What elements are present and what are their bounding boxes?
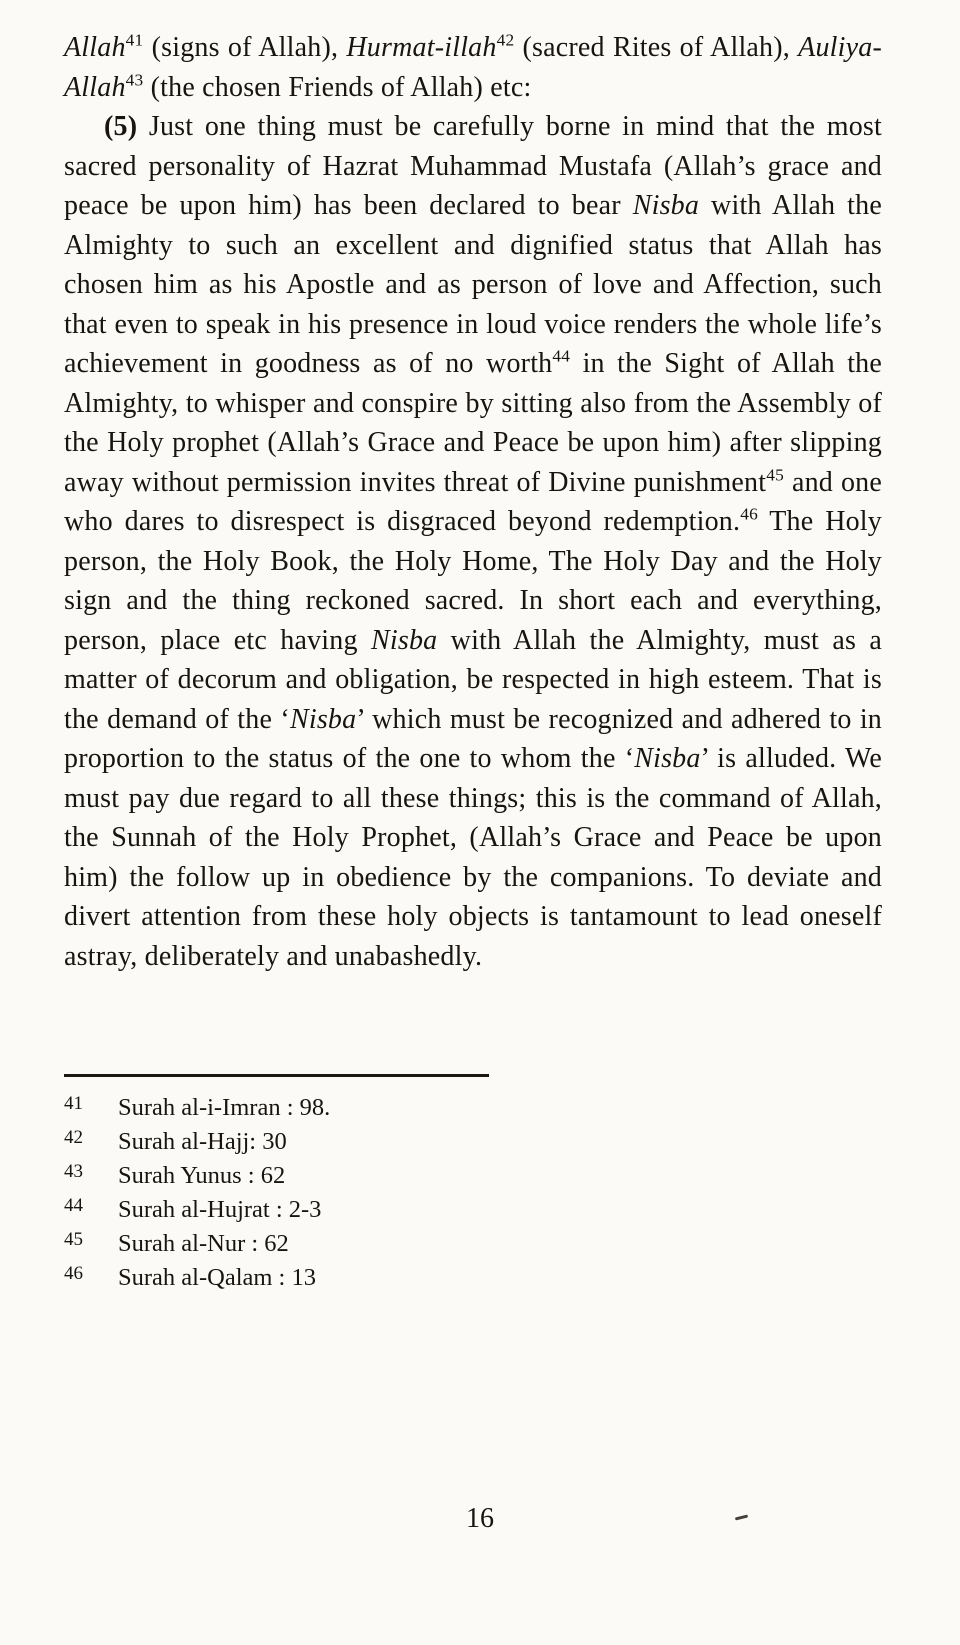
footnote-section	[64, 1074, 882, 1295]
body-text: in the Sight of Allah the Almighty, to whisper and conspire by sitting also from the Assembly of the Holy prophet (Allah’s Grace and Peace be upon him) after slipping away without permission invites threat of Divine punishment	[64, 348, 882, 498]
footnote-reference: 41	[125, 30, 144, 50]
body-text: ’ is alluded. We must pay due regard to all these things; this is the command of Allah, the Sunnah of the Holy Prophet, (Allah’s Grace and Peace be upon him) the follow up in obedience by the companions. To deviate and divert attention from these holy objects is tantamount to lead oneself astray, deliberately and unabashedly.	[64, 743, 882, 972]
italic-term: Nisba	[634, 743, 701, 774]
italic-term: Hurmat-illah	[346, 32, 497, 63]
italic-term: Nisba	[371, 624, 438, 656]
paragraph	[64, 28, 882, 107]
footnote-item: 43 Surah Yunus : 62	[64, 1161, 286, 1189]
bold-text: (5)	[104, 111, 138, 142]
footnote-item: 45 Surah al-Nur : 62	[64, 1229, 289, 1257]
body-paragraphs	[64, 28, 882, 976]
footnote-text: Surah al-Hujrat : 2-3	[118, 1196, 322, 1223]
body-text: Just one thing must be carefully borne in mind that the most sacred personality of Hazrat Muhammad Mustafa (Allah’s grace and peace be upon him) has been declared to bear	[64, 111, 882, 221]
footnote-divider	[64, 1074, 489, 1077]
body-text: ’ which must be recognized and adhered to in proportion to the status of the one to whom the ‘	[64, 703, 883, 774]
footnote-reference: 45	[766, 465, 784, 485]
body-text: The Holy person, the Holy Book, the Holy Home, The Holy Day and the Holy sign and the thing reckoned sacred. In short each and everything, person, place etc having	[64, 506, 882, 656]
paragraph	[64, 107, 882, 976]
page-number: 16	[466, 1503, 494, 1534]
body-text: and one who dares to disrespect is disgraced beyond redemption.	[64, 466, 882, 537]
footnotes-list	[64, 1091, 882, 1295]
body-text: (the chosen Friends of Allah) etc:	[143, 71, 532, 103]
footnote-reference: 42	[496, 30, 515, 50]
footnote-item: 46 Surah al-Qalam : 13	[64, 1263, 316, 1291]
footnote-item: 41 Surah al-i-Imran : 98.	[64, 1093, 331, 1121]
italic-term: Nisba	[289, 703, 357, 735]
footnote-item: 42 Surah al-Hajj: 30	[64, 1127, 287, 1155]
footnote-text: Surah al-i-Imran : 98.	[118, 1094, 331, 1121]
footnote-text: Surah al-Hajj: 30	[118, 1128, 287, 1155]
body-text: with Allah the Almighty to such an excellent and dignified status that Allah has chosen him as his Apostle and as person of love and Affection, such that even to speak in his presence in loud voice renders the whole life’s achievement in goodness as of no worth	[64, 190, 882, 379]
body-text: (signs of Allah),	[143, 32, 347, 63]
footnote-reference: 46	[740, 504, 758, 524]
italic-term: Allah	[64, 32, 126, 63]
footnote-text: Surah al-Qalam : 13	[118, 1264, 316, 1291]
footnote-reference: 44	[552, 346, 571, 366]
footnote-item: 44 Surah al-Hujrat : 2-3	[64, 1195, 322, 1223]
footnote-text: Surah Yunus : 62	[118, 1162, 286, 1189]
italic-term: Auliya-Allah	[64, 32, 882, 103]
italic-term: Nisba	[632, 190, 700, 221]
body-text: with Allah the Almighty, must as a matter of decorum and obligation, be respected in high esteem. That is the demand of the ‘	[64, 624, 882, 735]
footnote-text: Surah al-Nur : 62	[118, 1230, 289, 1257]
footnote-reference: 43	[125, 70, 144, 90]
body-text: (sacred Rites of Allah),	[514, 32, 799, 63]
